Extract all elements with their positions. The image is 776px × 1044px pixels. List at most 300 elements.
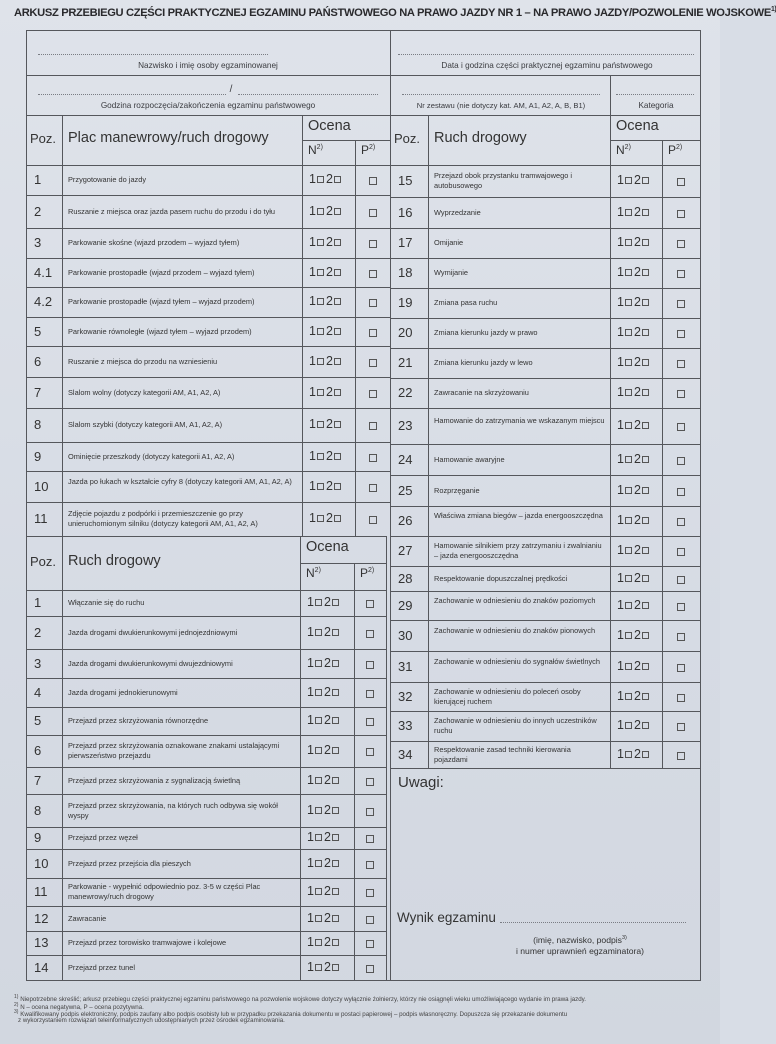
divider: [390, 536, 700, 537]
checkbox-n2[interactable]: [334, 298, 341, 305]
checkbox-p[interactable]: [677, 423, 685, 431]
divider: [26, 794, 386, 795]
examiner-signature-field[interactable]: [500, 922, 686, 923]
divider: [390, 620, 700, 621]
checkbox-n1[interactable]: [625, 751, 632, 758]
ocena-header: Ocena: [308, 118, 351, 134]
divider: [390, 506, 700, 507]
checkbox-n1[interactable]: [315, 660, 322, 667]
checkbox-p[interactable]: [677, 723, 685, 731]
checkbox-n2[interactable]: [642, 663, 649, 670]
checkbox-n2[interactable]: [334, 421, 341, 428]
row-description: Rozprzęganie: [434, 485, 480, 495]
row-description: Ruszanie z miejsca do przodu na wzniesieniu: [68, 356, 218, 366]
negative-score: 1 2: [309, 172, 343, 186]
checkbox-n1[interactable]: [315, 717, 322, 724]
row-number: 4: [34, 684, 42, 700]
category-field[interactable]: [616, 94, 694, 95]
checkbox-n1[interactable]: [315, 939, 322, 946]
checkbox-n1[interactable]: [625, 389, 632, 396]
checkbox-p[interactable]: [369, 299, 377, 307]
date-field[interactable]: [398, 54, 694, 55]
negative-score: 1 2: [617, 295, 651, 309]
divider: [428, 115, 429, 768]
row-number: 30: [398, 627, 413, 643]
checkbox-n1[interactable]: [317, 269, 324, 276]
checkbox-n2[interactable]: [642, 299, 649, 306]
negative-score: 1 2: [309, 235, 343, 249]
divider: [26, 590, 386, 591]
checkbox-n2[interactable]: [332, 964, 339, 971]
row-number: 28: [398, 570, 413, 586]
row-description: Przygotowanie do jazdy: [68, 175, 147, 184]
checkbox-n2[interactable]: [334, 239, 341, 246]
n-header: $N^{2)}$: [616, 143, 631, 157]
divider: [26, 258, 390, 259]
divider: [26, 287, 390, 288]
result-caption-sup: 3): [621, 935, 627, 941]
checkbox-n1[interactable]: [625, 722, 632, 729]
checkbox-n1[interactable]: [625, 575, 632, 582]
checkbox-n2[interactable]: [642, 487, 649, 494]
row-description: Jazda drogami jednokierunowymi: [68, 687, 178, 697]
checkbox-n2[interactable]: [334, 453, 341, 460]
checkbox-n2[interactable]: [642, 389, 649, 396]
checkbox-n2[interactable]: [642, 632, 649, 639]
result-label: Wynik egzaminu: [397, 910, 496, 925]
row-description: Omijanie: [434, 238, 464, 247]
row-number: 10: [34, 478, 49, 494]
row-description: Przejazd przez skrzyżowania oznakowane znakami ustalającymi pierwszeństwo przejazdu: [68, 741, 280, 760]
checkbox-p[interactable]: [366, 718, 374, 726]
divider: [390, 165, 700, 166]
checkbox-p[interactable]: [369, 422, 377, 430]
checkbox-n1[interactable]: [625, 602, 632, 609]
checkbox-n2[interactable]: [642, 209, 649, 216]
checkbox-n2[interactable]: [642, 359, 649, 366]
row-description: Przejazd przez skrzyżowania równorzędne: [68, 716, 209, 725]
checkbox-n2[interactable]: [642, 575, 649, 582]
divider: [300, 536, 301, 980]
negative-score: 1 2: [307, 935, 341, 949]
checkbox-p[interactable]: [366, 808, 374, 816]
checkbox-n2[interactable]: [332, 915, 339, 922]
checkbox-p[interactable]: [677, 752, 685, 760]
checkbox-n1[interactable]: [625, 693, 632, 700]
checkbox-n1[interactable]: [317, 208, 324, 215]
divider: [390, 115, 700, 116]
row-number: 23: [398, 418, 413, 433]
checkbox-n1[interactable]: [315, 807, 322, 814]
divider: [26, 115, 390, 116]
checkbox-p[interactable]: [677, 360, 685, 368]
row-description: Przejazd obok przystanku tramwajowego i autobusowego: [434, 171, 573, 190]
negative-score: 1 2: [617, 513, 651, 527]
checkbox-n1[interactable]: [317, 389, 324, 396]
row-description: Przejazd przez węzeł: [68, 833, 138, 842]
checkbox-n2[interactable]: [332, 860, 339, 867]
row-number: 25: [398, 482, 413, 498]
row-number: 31: [398, 658, 413, 674]
negative-score: 1 2: [617, 628, 651, 642]
negative-score: 1 2: [309, 204, 343, 218]
divider: [62, 115, 63, 536]
checkbox-p[interactable]: [677, 633, 685, 641]
checkbox-n1[interactable]: [625, 422, 632, 429]
row-description: Zdjęcie pojazdu z podpórki i przemieszczenie go przy unieruchomionym silniku (dotyczy kategorii AM, A1, A2, A): [68, 509, 258, 528]
checkbox-n1[interactable]: [317, 515, 324, 522]
divider: [26, 906, 386, 907]
row-number: 1: [34, 595, 42, 610]
row-description: Zachowanie w odniesieniu do znaków poziomych: [434, 595, 596, 605]
row-number: 2: [34, 624, 42, 640]
checkbox-n2[interactable]: [332, 747, 339, 754]
checkbox-n2[interactable]: [334, 389, 341, 396]
checkbox-n1[interactable]: [317, 421, 324, 428]
ocena-header: Ocena: [616, 118, 659, 134]
divider: [390, 741, 700, 742]
row-description: Zachowanie w odniesieniu do poleceń osoby kierującej ruchem: [434, 686, 581, 706]
checkbox-p[interactable]: [369, 240, 377, 248]
divider: [610, 75, 611, 115]
row-description: Parkowanie - wypełnić odpowiednio poz. 3-5 w części Plac manewrowy/ruch drogowy: [68, 882, 261, 901]
negative-score: 1 2: [617, 598, 651, 612]
negative-score: 1 2: [309, 324, 343, 338]
checkbox-p[interactable]: [677, 488, 685, 496]
checkbox-p[interactable]: [366, 661, 374, 669]
row-number: 18: [398, 265, 413, 280]
result-caption-line1: (imię, nazwisko, podpis: [533, 934, 622, 945]
checkbox-p[interactable]: [677, 664, 685, 672]
row-description: Przejazd przez torowisko tramwajowe i kolejowe: [68, 938, 227, 947]
row-number: 33: [398, 718, 413, 733]
divider: [26, 649, 386, 650]
row-number: 32: [398, 688, 413, 704]
checkbox-n1[interactable]: [625, 299, 632, 306]
negative-score: 1 2: [617, 355, 651, 369]
checkbox-p[interactable]: [677, 603, 685, 611]
divider: [26, 502, 390, 503]
row-number: 3: [34, 655, 42, 671]
divider: [390, 288, 700, 289]
negative-score: 1 2: [307, 960, 341, 974]
negative-score: 1 2: [309, 354, 343, 368]
checkbox-p[interactable]: [677, 240, 685, 248]
row-description: Zawracanie na skrzyżowaniu: [434, 388, 529, 397]
checkbox-n2[interactable]: [332, 807, 339, 814]
row-number: 24: [398, 451, 413, 467]
row-number: 3: [34, 235, 42, 250]
checkbox-p[interactable]: [366, 835, 374, 843]
checkbox-p[interactable]: [677, 548, 685, 556]
checkbox-p[interactable]: [677, 270, 685, 278]
row-description: Zachowanie w odniesieniu do znaków pionowych: [434, 625, 596, 635]
divider: [302, 140, 390, 141]
checkbox-p[interactable]: [677, 518, 685, 526]
checkbox-n2[interactable]: [642, 456, 649, 463]
divider: [26, 878, 386, 879]
checkbox-p[interactable]: [369, 484, 377, 492]
negative-score: 1 2: [307, 713, 341, 727]
checkbox-n1[interactable]: [315, 915, 322, 922]
row-description: Slalom wolny (dotyczy kategorii AM, A1, A2, A): [68, 387, 221, 397]
checkbox-p[interactable]: [366, 965, 374, 973]
checkbox-n2[interactable]: [334, 358, 341, 365]
checkbox-n2[interactable]: [332, 717, 339, 724]
checkbox-p[interactable]: [369, 390, 377, 398]
checkbox-n2[interactable]: [642, 751, 649, 758]
checkbox-n1[interactable]: [315, 777, 322, 784]
checkbox-p[interactable]: [369, 270, 377, 278]
checkbox-p[interactable]: [369, 177, 377, 185]
divider: [26, 849, 386, 850]
divider: [62, 536, 63, 980]
checkbox-n2[interactable]: [642, 177, 649, 184]
negative-score: 1 2: [307, 911, 341, 925]
row-description: Przejazd przez tunel: [68, 962, 135, 972]
divider: [386, 536, 387, 980]
checkbox-p[interactable]: [677, 457, 685, 465]
row-number: 9: [34, 448, 42, 464]
checkbox-n1[interactable]: [317, 358, 324, 365]
n-header: $N^{2)}$: [308, 143, 323, 157]
checkbox-p[interactable]: [366, 600, 374, 608]
checkbox-n2[interactable]: [334, 328, 341, 335]
checkbox-p[interactable]: [369, 329, 377, 337]
checkbox-p[interactable]: [677, 390, 685, 398]
divider: [390, 318, 700, 319]
divider: [662, 140, 663, 768]
p-header: $P^{2)}$: [360, 566, 375, 580]
checkbox-p[interactable]: [677, 694, 685, 702]
checkbox-n1[interactable]: [315, 888, 322, 895]
row-number: 2: [34, 203, 42, 219]
divider: [390, 682, 700, 683]
row-number: 17: [398, 235, 413, 250]
checkbox-n2[interactable]: [642, 239, 649, 246]
checkbox-n1[interactable]: [317, 298, 324, 305]
checkbox-n1[interactable]: [315, 747, 322, 754]
checkbox-n2[interactable]: [642, 722, 649, 729]
checkbox-p[interactable]: [677, 178, 685, 186]
row-number: 15: [398, 173, 413, 188]
divider: [26, 955, 386, 956]
row-description: Przejazd przez skrzyżowania z sygnalizacją świetlną: [68, 775, 241, 785]
row-number: 34: [398, 746, 413, 762]
checkbox-n2[interactable]: [334, 269, 341, 276]
negative-score: 1 2: [309, 511, 343, 525]
negative-score: 1 2: [617, 173, 651, 187]
checkbox-n1[interactable]: [625, 209, 632, 216]
checkbox-n1[interactable]: [625, 329, 632, 336]
row-number: 8: [34, 802, 42, 818]
checkbox-n1[interactable]: [315, 964, 322, 971]
row-number: 21: [398, 355, 413, 370]
start-time-field[interactable]: [38, 94, 226, 95]
checkbox-p[interactable]: [366, 916, 374, 924]
row-description: Parkowanie skośne (wjazd przodem – wyjazd tyłem): [68, 238, 240, 247]
checkbox-p[interactable]: [369, 209, 377, 217]
negative-score: 1 2: [617, 571, 651, 585]
checkbox-p[interactable]: [369, 454, 377, 462]
row-description: Slalom szybki (dotyczy kategorii AM, A1, A2, A): [68, 420, 223, 429]
checkbox-n1[interactable]: [625, 359, 632, 366]
divider: [26, 536, 386, 537]
checkbox-n1[interactable]: [625, 663, 632, 670]
row-number: 5: [34, 713, 42, 728]
checkbox-n1[interactable]: [625, 487, 632, 494]
negative-score: 1 2: [617, 235, 651, 249]
checkbox-n2[interactable]: [332, 834, 339, 841]
checkbox-n1[interactable]: [315, 599, 322, 606]
divider: [300, 563, 386, 564]
checkbox-n2[interactable]: [642, 693, 649, 700]
divider: [26, 767, 386, 768]
divider: [390, 591, 700, 592]
remarks-area[interactable]: [391, 768, 700, 903]
divider: [26, 616, 386, 617]
remarks-label: Uwagi:: [398, 774, 444, 791]
checkbox-n2[interactable]: [642, 547, 649, 554]
negative-score: 1 2: [309, 417, 343, 431]
checkbox-n2[interactable]: [332, 660, 339, 667]
checkbox-n2[interactable]: [642, 329, 649, 336]
checkbox-p[interactable]: [366, 778, 374, 786]
checkbox-n2[interactable]: [332, 599, 339, 606]
divider: [26, 75, 701, 76]
checkbox-n1[interactable]: [625, 632, 632, 639]
checkbox-n2[interactable]: [334, 176, 341, 183]
checkbox-p[interactable]: [677, 330, 685, 338]
checkbox-n1[interactable]: [317, 239, 324, 246]
divider: [390, 378, 700, 379]
checkbox-n2[interactable]: [334, 515, 341, 522]
checkbox-p[interactable]: [369, 516, 377, 524]
row-number: 6: [34, 743, 42, 758]
row-description: Jazda drogami dwukierunkowymi jednojezdniowymi: [68, 627, 238, 637]
checkbox-n1[interactable]: [317, 328, 324, 335]
checkbox-n1[interactable]: [625, 517, 632, 524]
row-description: Zmiana kierunku jazdy w lewo: [434, 358, 533, 367]
checkbox-p[interactable]: [677, 210, 685, 218]
category-caption: Kategoria: [638, 101, 674, 110]
row-description: Wymijanie: [434, 268, 469, 277]
row-number: 7: [34, 384, 42, 400]
row-number: 22: [398, 385, 413, 400]
ocena-header: Ocena: [306, 539, 349, 555]
checkbox-n2[interactable]: [334, 208, 341, 215]
checkbox-n1[interactable]: [317, 483, 324, 490]
checkbox-n2[interactable]: [332, 629, 339, 636]
row-number: 11: [34, 884, 48, 899]
row-description: Hamowanie silnikiem przy zatrzymaniu i zwalnianiu – jazda energooszczędna: [434, 541, 602, 560]
checkbox-n1[interactable]: [625, 456, 632, 463]
checkbox-n2[interactable]: [642, 269, 649, 276]
checkbox-n2[interactable]: [334, 483, 341, 490]
row-description: Respektowanie zasad techniki kierowania pojazdami: [434, 744, 571, 764]
time-caption: Godzina rozpoczęcia/zakończenia egzaminu państwowego: [100, 101, 316, 110]
checkbox-p[interactable]: [366, 630, 374, 638]
negative-score: 1 2: [617, 689, 651, 703]
checkbox-n1[interactable]: [315, 834, 322, 841]
time-separator: /: [229, 84, 233, 95]
checkbox-n2[interactable]: [332, 888, 339, 895]
divider: [610, 140, 700, 141]
checkbox-p[interactable]: [366, 889, 374, 897]
checkbox-p[interactable]: [366, 861, 374, 869]
row-description: Wyprzedzanie: [434, 207, 481, 217]
negative-score: 1 2: [309, 385, 343, 399]
poz-header: Poz.: [30, 131, 57, 146]
checkbox-p[interactable]: [366, 940, 374, 948]
row-description: Parkowanie równoległe (wjazd tyłem – wyjazd przodem): [68, 326, 252, 336]
date-caption: Data i godzina części praktycznej egzaminu państwowego: [441, 61, 653, 70]
set-number-field[interactable]: [402, 94, 600, 95]
checkbox-n2[interactable]: [642, 517, 649, 524]
row-description: Zachowanie w odniesieniu do innych uczestników ruchu: [434, 716, 597, 735]
negative-score: 1 2: [617, 265, 651, 279]
checkbox-n1[interactable]: [317, 453, 324, 460]
negative-score: 1 2: [309, 294, 343, 308]
divider: [390, 566, 700, 567]
row-number: 6: [34, 353, 42, 369]
result-caption: [460, 933, 700, 957]
checkbox-n1[interactable]: [317, 176, 324, 183]
end-time-field[interactable]: [238, 94, 378, 95]
checkbox-n1[interactable]: [625, 239, 632, 246]
checkbox-n1[interactable]: [625, 547, 632, 554]
name-field[interactable]: [38, 54, 268, 55]
negative-score: 1 2: [307, 656, 341, 670]
divider: [302, 115, 303, 536]
checkbox-n1[interactable]: [315, 860, 322, 867]
row-description: Właściwa zmiana biegów – jazda energooszczędna: [434, 511, 603, 520]
footnote-3-cont: z wykorzystaniem rozwiązań teleinformatycznych udostępnianych przez ośrodek egzaminowania.: [18, 1016, 285, 1024]
checkbox-p[interactable]: [366, 748, 374, 756]
checkbox-n1[interactable]: [625, 269, 632, 276]
checkbox-n2[interactable]: [332, 689, 339, 696]
row-number: 14: [34, 959, 49, 975]
divider: [26, 442, 390, 443]
row-description: Zmiana pasa ruchu: [434, 298, 498, 307]
checkbox-p[interactable]: [677, 576, 685, 584]
checkbox-n2[interactable]: [642, 602, 649, 609]
checkbox-p[interactable]: [369, 359, 377, 367]
row-description: Parkowanie prostopadłe (wjazd przodem – wyjazd tyłem): [68, 267, 255, 277]
checkbox-p[interactable]: [366, 690, 374, 698]
divider: [26, 228, 390, 229]
checkbox-n1[interactable]: [315, 689, 322, 696]
section-title: Ruch drogowy: [434, 130, 527, 146]
divider: [390, 228, 700, 229]
divider: [26, 471, 390, 472]
checkbox-n2[interactable]: [332, 939, 339, 946]
divider: [26, 735, 386, 736]
result-caption-line2: i numer uprawnień egzaminatora): [515, 945, 645, 956]
checkbox-n1[interactable]: [625, 177, 632, 184]
negative-score: 1 2: [617, 385, 651, 399]
divider: [390, 711, 700, 712]
row-description: Ominięcie przeszkody (dotyczy kategorii A1, A2, A): [68, 451, 235, 461]
checkbox-n2[interactable]: [642, 422, 649, 429]
row-number: 13: [34, 935, 49, 950]
checkbox-n1[interactable]: [315, 629, 322, 636]
checkbox-n2[interactable]: [332, 777, 339, 784]
checkbox-p[interactable]: [677, 300, 685, 308]
row-description: Hamowanie do zatrzymania we wskazanym miejscu: [434, 416, 605, 425]
negative-score: 1 2: [307, 830, 341, 844]
divider: [26, 165, 390, 166]
